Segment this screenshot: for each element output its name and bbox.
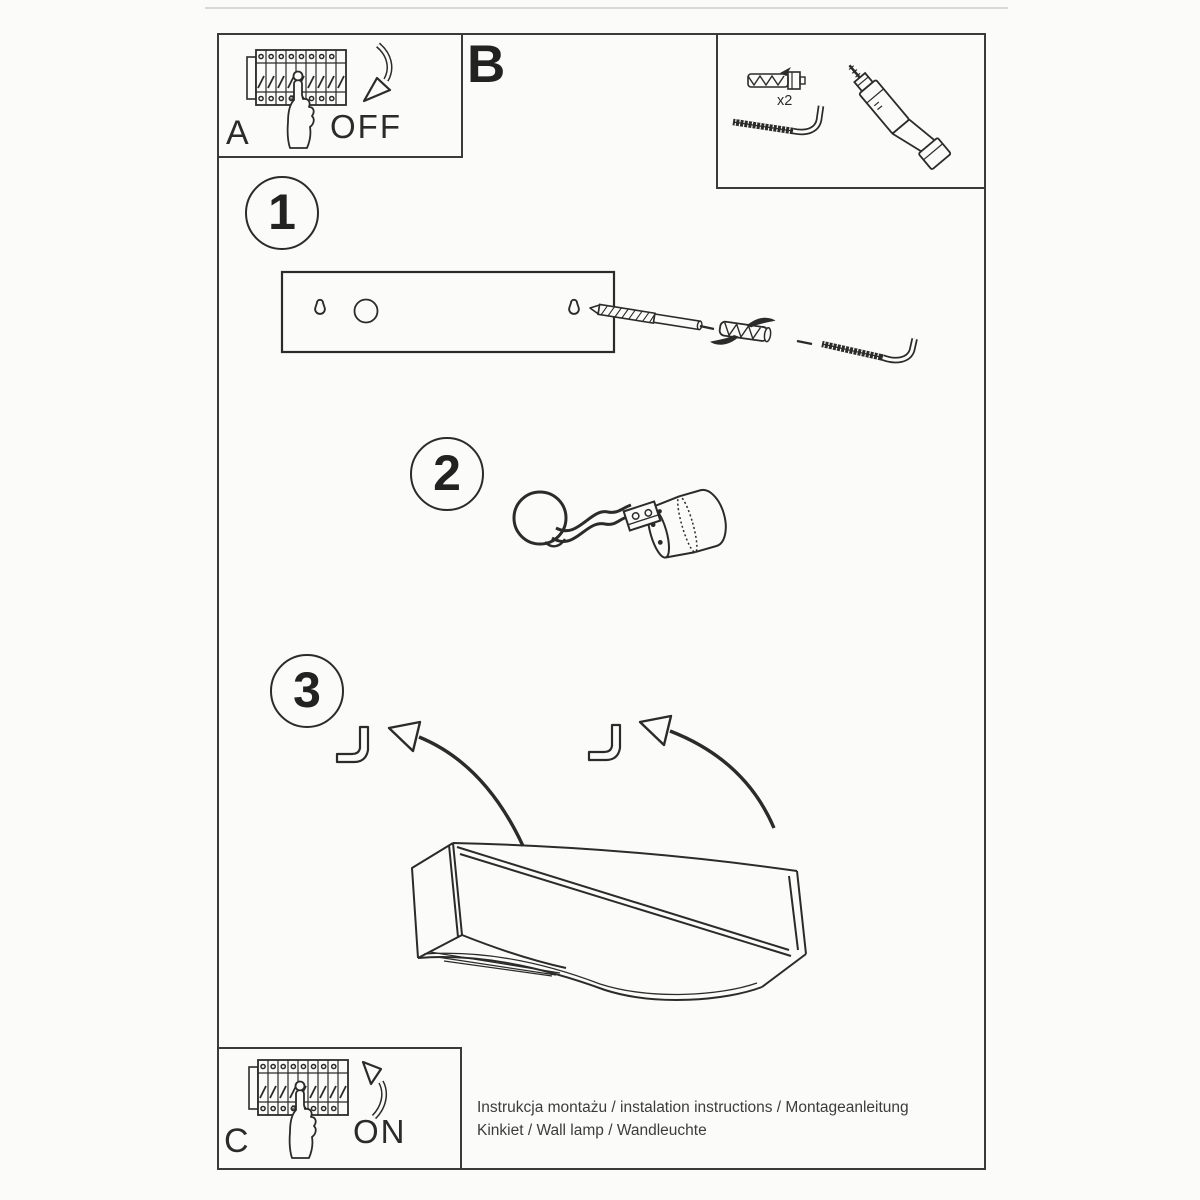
on-label: ON — [353, 1113, 407, 1150]
step-2-number: 2 — [433, 445, 461, 501]
paper-edge-artifact — [205, 7, 1008, 9]
off-label: OFF — [330, 108, 402, 145]
footer-line-1: Instrukcja montażu / instalation instructions / Montageanleitung — [477, 1099, 909, 1116]
step-1-badge — [245, 176, 319, 250]
section-b-label: B — [467, 35, 506, 94]
step-3-number: 3 — [293, 662, 321, 718]
sheet-frame — [217, 33, 986, 1170]
power-on-box — [219, 1047, 462, 1168]
anchor-count-label: x2 — [777, 93, 793, 109]
step-2-badge — [410, 437, 484, 511]
box-c-label: C — [224, 1122, 249, 1160]
step-3-badge — [270, 654, 344, 728]
box-a-label: A — [226, 114, 249, 152]
footer-line-2: Kinkiet / Wall lamp / Wandleuchte — [477, 1122, 707, 1139]
tools-box — [716, 35, 984, 189]
step-1-number: 1 — [268, 184, 296, 240]
